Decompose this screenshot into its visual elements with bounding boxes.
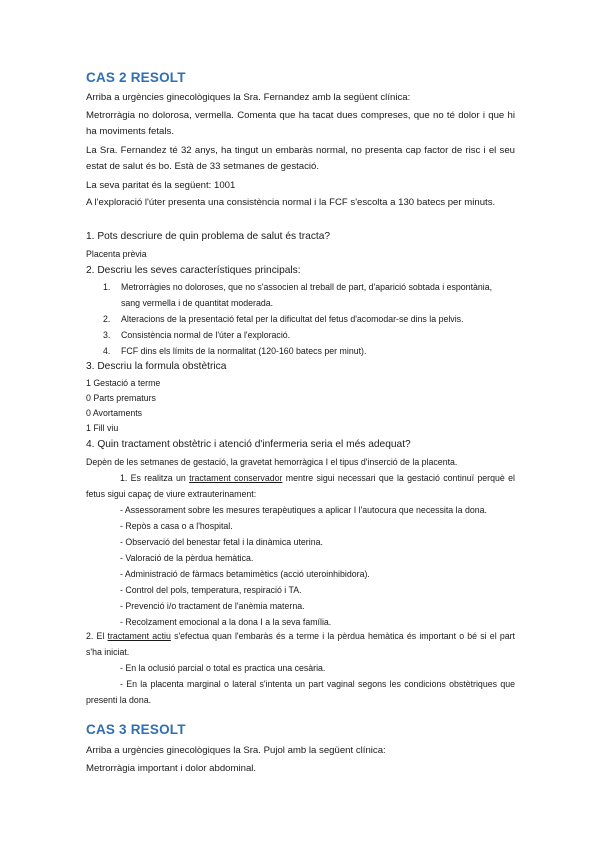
item-text: Consistència normal de l'úter a l'exploració. [121,330,291,340]
active-suffix: s'efectua quan l'embaràs és a terme i la pèrdua hemàtica és important o bé si el part s'ha iniciat. [86,631,515,657]
conservative-suffix: mentre sigui necessari que la gestació continuï perquè el fetus sigui capaç de viure extrauterinament: [86,473,515,499]
question-1: 1. Pots descriure de quin problema de salut és tracta? [86,231,331,242]
care-item: - Valoració de la pèrdua hemàtica. [120,553,254,563]
item-text: Alteracions de la presentació fetal per la dificultat del fetus d'acomodar-se dins la pelvis. [121,314,464,324]
characteristic-item [103,311,515,327]
active-term: tractament actiu [107,631,171,641]
question-2: 2. Descriu les seves característiques principals: [86,265,301,276]
care-item: - Observació del benestar fetal i la dinàmica uterina. [120,537,323,547]
formula-line: 1 Fill viu [86,423,119,433]
case2-exploration: A l'exploració l'úter presenta una consistència normal i la FCF s'escolta a 130 batecs per minuts. [86,197,496,208]
active-item: - En la placenta marginal o lateral s'intenta un part vaginal segons les condicions obstètriques que presenti la dona. [86,679,515,705]
conservative-term: tractament conservador [189,473,283,483]
case3-intro: Arriba a urgències ginecològiques la Sra. Pujol amb la següent clínica: [86,745,386,756]
case2-history: La Sra. Fernandez té 32 anys, ha tingut un embaràs normal, no presenta cap factor de risc i el seu estat de salut és bo. Està de 33 setmanes de gestació. [86,145,515,172]
conservative-treatment [86,470,515,502]
formula-line: 0 Avortaments [86,408,143,418]
care-item: - Assessorament sobre les mesures terapèutiques a aplicar I l'autocura que necessita la dona. [120,505,487,515]
case3-clinic: Metrorràgia important i dolor abdominal. [86,763,257,774]
question-4: 4. Quin tractament obstètric i atenció d'infermeria seria el més adequat? [86,439,411,450]
care-item: - Repòs a casa o a l'hospital. [120,521,233,531]
care-item: - Recolzament emocional a la dona I a la seva família. [120,617,332,627]
item-number: 1. [103,282,111,292]
case2-intro: Arriba a urgències ginecològiques la Sra. Fernandez amb la següent clínica: [86,92,411,103]
characteristic-item [103,279,515,311]
care-item: - Administració de fàrmacs betamimètics (acció uteroinhibidora). [120,569,370,579]
item-text: FCF dins els límits de la normalitat (120-160 batecs per minut). [121,346,367,356]
characteristic-item [103,343,515,359]
case2-clinic: Metrorràgia no dolorosa, vermella. Comenta que ha tacat dues compreses, que no té dolor i que hi ha moviments fetals. [86,110,515,137]
formula-line: 0 Parts prematurs [86,393,156,403]
care-item: - Control del pols, temperatura, respiració i TA. [120,585,302,595]
characteristic-item [103,327,515,343]
case2-parity: La seva paritat és la següent: 1001 [86,180,236,191]
active-treatment [86,628,515,660]
formula-line: 1 Gestació a terme [86,378,161,388]
question-3: 3. Descriu la formula obstètrica [86,361,227,372]
case3-title: CAS 3 RESOLT [86,722,186,737]
case2-title: CAS 2 RESOLT [86,70,186,85]
care-item: - Prevenció i/o tractament de l'anèmia materna. [120,601,305,611]
item-number: 4. [103,346,111,356]
item-number: 2. [103,314,111,324]
conservative-prefix: 1. Es realitza un [120,473,190,483]
item-text: Metrorràgies no doloroses, que no s'associen al treball de part, d'aparició sobtada i espontània, sang vermella i de quantitat moderada. [121,282,493,308]
active-item: - En la oclusió parcial o total es practica una cesària. [120,663,326,673]
item-number: 3. [103,330,111,340]
answer-1: Placenta prèvia [86,249,147,259]
active-prefix: 2. El [86,631,108,641]
answer-4-intro: Depèn de les setmanes de gestació, la gravetat hemorràgica I el tipus d'inserció de la placenta. [86,457,458,467]
